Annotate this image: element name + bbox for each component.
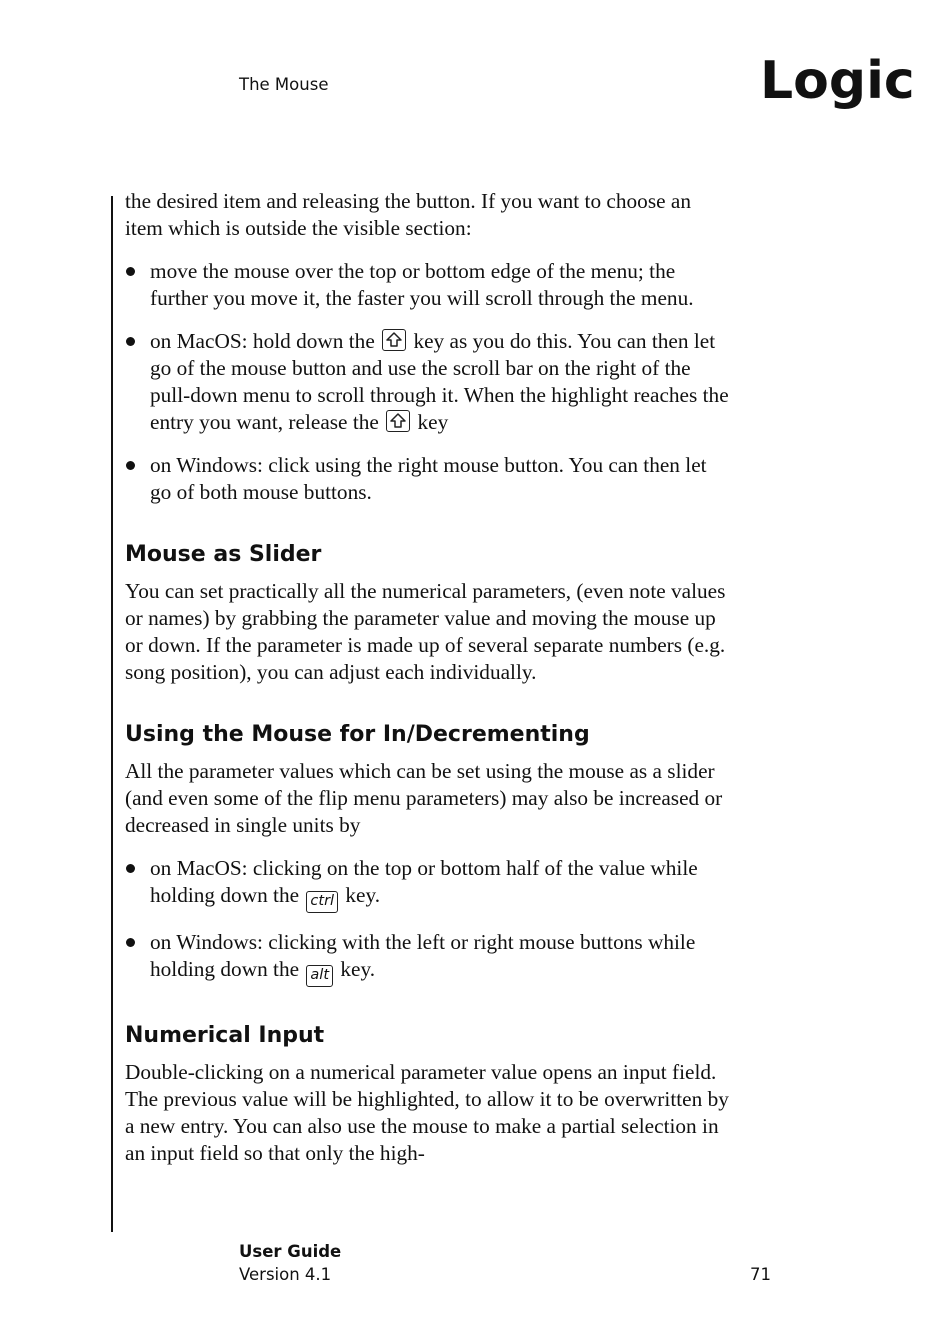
section-heading-numerical: Numerical Input: [125, 1023, 325, 1048]
alt-key-icon: alt: [306, 965, 333, 987]
margin-rule: [111, 196, 113, 1232]
intro-paragraph: the desired item and releasing the button. If you want to choose an item which is outside the visible section:: [125, 189, 691, 240]
list-item: [125, 855, 730, 913]
ctrl-key-icon: ctrl: [306, 891, 338, 913]
bullet-icon: [126, 938, 135, 947]
logic-logo: [760, 48, 922, 130]
footer-version: Version 4.1: [239, 1265, 332, 1284]
section-heading-incdec: Using the Mouse for In/Decrementing: [125, 722, 590, 747]
running-head: The Mouse: [239, 75, 329, 94]
incdec-paragraph: All the parameter values which can be set using the mouse as a slider (and even some of the flip menu parameters) may also be increased or decreased in single units by: [125, 759, 723, 837]
bullet-icon: [126, 337, 135, 346]
list-item: [125, 929, 730, 987]
bullet-icon: [126, 461, 135, 470]
section-heading-slider: Mouse as Slider: [125, 542, 322, 567]
bullet-text: key.: [345, 883, 381, 907]
shift-key-icon: [386, 410, 410, 432]
list-item: [125, 452, 730, 506]
bullet-text: key: [417, 410, 449, 434]
bullet-icon: [126, 864, 135, 873]
page-number: 71: [750, 1265, 771, 1284]
bullet-text: on Windows: click using the right mouse button. You can then let go of both mouse buttons.: [150, 453, 707, 504]
bullet-text: move the mouse over the top or bottom edge of the menu; the further you move it, the faster you will scroll through the menu.: [150, 259, 694, 310]
bullet-text: on Windows: clicking with the left or right mouse buttons while holding down the: [150, 930, 696, 981]
shift-key-icon: [382, 329, 406, 351]
list-item: [125, 258, 730, 312]
bullet-text: key as you do this. You can then let go of the mouse button and use the scroll bar on the right of the pull-down menu to scroll through it. When the highlight reaches the entry you want, release the: [150, 329, 729, 434]
bullet-text: key.: [340, 957, 376, 981]
numerical-paragraph: Double-clicking on a numerical parameter value opens an input field. The previous value will be highlighted, to allow it to be overwritten by a new entry. You can also use the mouse to make a partial selection in an input field so that only the high-: [125, 1060, 729, 1165]
page-body: [125, 188, 730, 1167]
bullet-icon: [126, 267, 135, 276]
logo-text: Logic: [760, 51, 915, 111]
slider-paragraph: You can set practically all the numerical parameters, (even note values or names) by grabbing the parameter value and moving the mouse up or down. If the parameter is made up of several separate numbers (e.g. song position), you can adjust each individually.: [125, 579, 726, 684]
list-item: [125, 328, 730, 436]
bullet-text: on MacOS: clicking on the top or bottom half of the value while holding down the: [150, 856, 698, 907]
footer-guide-title: User Guide: [239, 1242, 342, 1261]
bullet-text: on MacOS: hold down the: [150, 329, 375, 353]
